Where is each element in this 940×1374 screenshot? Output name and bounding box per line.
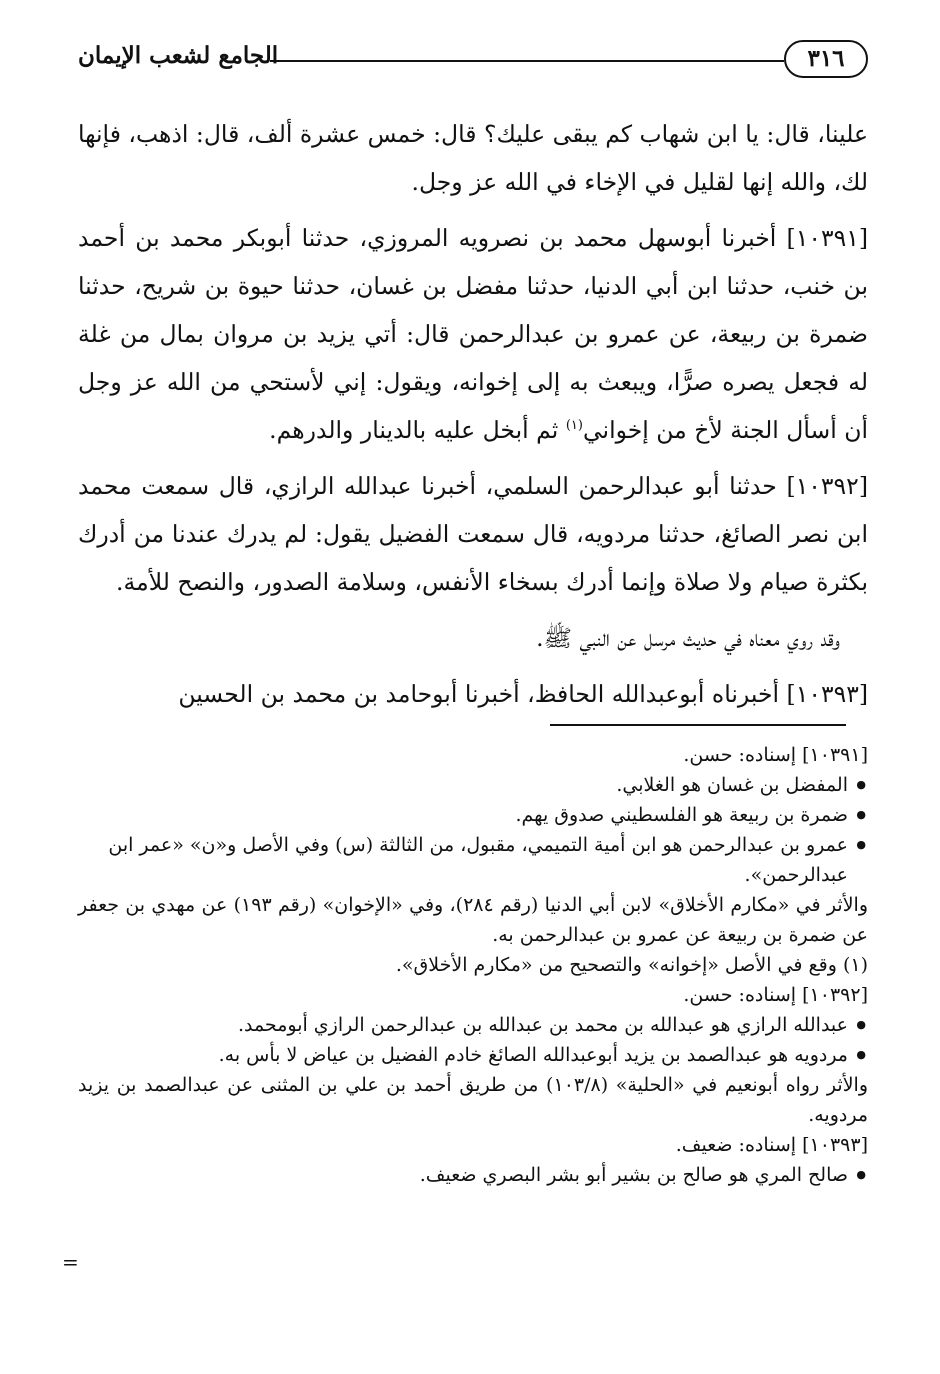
header-rule [270,60,784,62]
note-text: والأثر في «مكارم الأخلاق» لابن أبي الدنيا (رقم ٢٨٤)، وفي «الإخوان» (رقم ١٩٣) عن مهدي بن جعفر عن ضمرة بن ربيعة عن عمرو بن عبدالرحمن به. [78,894,868,946]
note-head-10391: [١٠٣٩١] إسناده: حسن. [683,744,868,766]
note-bullet: ● مردويه هو عبدالصمد بن يزيد أبوعبدالله الصائغ خادم الفضيل بن عياض لا بأس به. [78,1040,868,1070]
footnote-ref[interactable]: (١) [565,418,583,434]
hadith-number: [١٠٣٩٣] [786,680,868,708]
page-number: ٣١٦ [784,40,868,78]
book-title: الجامع لشعب الإيمان [78,42,279,69]
continuation-mark: = [62,1250,79,1274]
note-bullet: ● عبدالله الرازي هو عبدالله بن محمد بن عبدالله بن عبدالرحمن الرازي أبومحمد. [78,1010,868,1040]
paragraph-text: أخبرناه أبوعبدالله الحافظ، أخبرنا أبوحامد بن محمد بن الحسين [178,680,780,708]
paragraph-continuation: علينا، قال: يا ابن شهاب كم يبقى عليك؟ قال: خمس عشرة ألف، قال: اذهب، فإنها لك، والله إنها لقليل في الإخاء في الله عز وجل. [78,120,868,196]
note-text: والأثر رواه أبونعيم في «الحلية» (١٠٣/٨) من طريق أحمد بن علي بن المثنى عن عبدالصمد بن يزيد مردويه. [78,1074,868,1126]
footnote-separator [550,724,846,726]
paragraph-10393 [78,670,868,718]
footnotes [78,740,868,1190]
note-bullet: ● المفضل بن غسان هو الغلابي. [78,770,868,800]
note-bullet: ● ضمرة بن ربيعة هو الفلسطيني صدوق يهم. [78,800,868,830]
footnote-1: (١) وقع في الأصل «إخوانه» والتصحيح من «مكارم الأخلاق». [395,954,868,976]
paragraph-10391 [78,214,868,454]
paragraph-text: حدثنا أبو عبدالرحمن السلمي، أخبرنا عبدالله الرازي، قال سمعت محمد ابن نصر الصائغ، حدثنا مردويه، قال سمعت الفضيل يقول: لم يدرك عندنا من أدرك بكثرة صيام ولا صلاة وإنما أدرك بسخاء الأنفس، وسلامة الصدور، والنصح للأمة. [78,472,868,596]
note-head-10392: [١٠٣٩٢] إسناده: حسن. [683,984,868,1006]
paragraph-text-end: ثم أبخل عليه بالدينار والدرهم. [269,416,559,444]
page-header [78,36,868,86]
note-bullet: ● صالح المري هو صالح بن بشير أبو بشر البصري ضعيف. [78,1160,868,1190]
note-bullet: ● عمرو بن عبدالرحمن هو ابن أمية التميمي، مقبول، من الثالثة (س) وفي الأصل و«ن» «عمر ابن عبدالرحمن». [78,830,868,890]
hadith-number: [١٠٣٩٢] [786,472,868,500]
paragraph-text: أخبرنا أبوسهل محمد بن نصرويه المروزي، حدثنا أبوبكر محمد بن أحمد بن خنب، حدثنا ابن أبي الدنيا، حدثنا مفضل بن غسان، حدثنا حيوة بن شريح، حدثنا ضمرة بن ربيعة، عن عمرو بن عبدالرحمن قال: أتي يزيد بن مروان بمال من غلة له فجعل يصره صرًّا، ويبعث به إلى إخوانه، ويقول: إني لأستحي من الله عز وجل أن أسأل الجنة لأخ من إخواني [78,224,868,444]
note-head-10393: [١٠٣٩٣] إسناده: ضعيف. [675,1134,868,1156]
hadith-number: [١٠٣٩١] [786,224,868,252]
paragraph-note: وقد روي معناه في حديث مرسل عن النبي ﷺ. [536,624,840,652]
main-text [78,110,868,726]
paragraph-10392 [78,462,868,606]
